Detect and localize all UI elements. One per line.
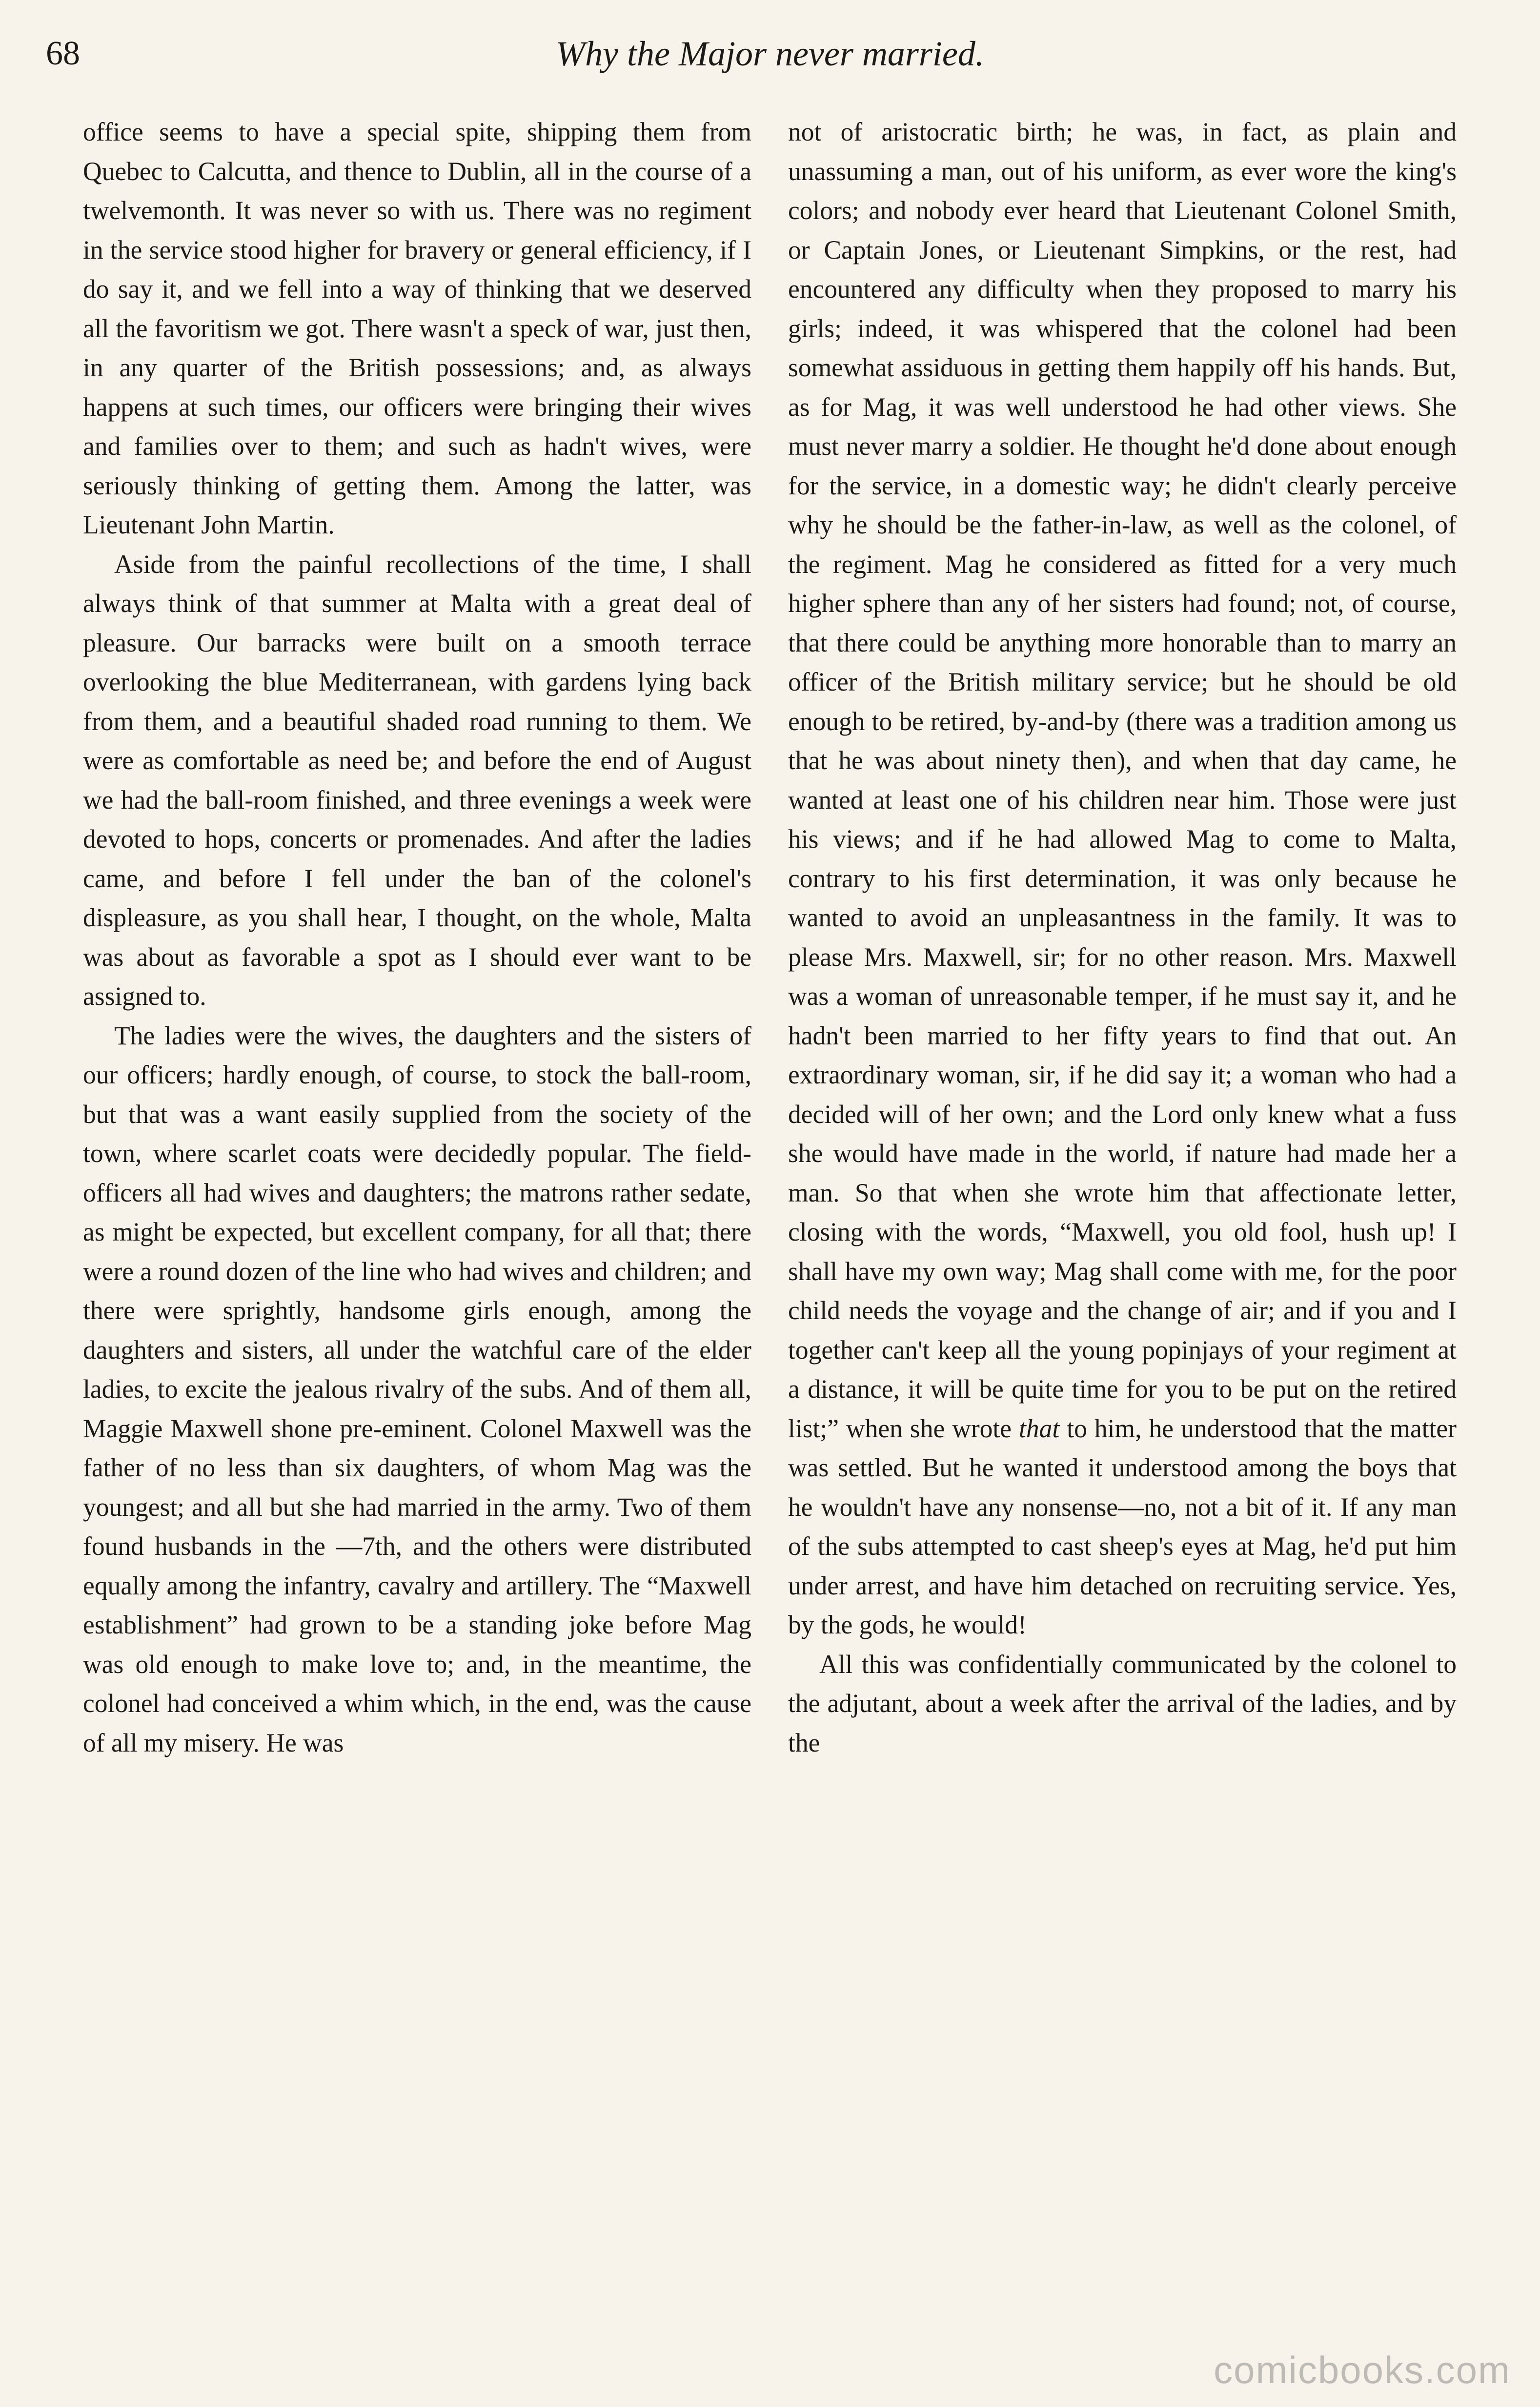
paragraph: office seems to have a special spite, shipping them from Quebec to Calcutta, and thence to Dublin, all in the course of a twelvemonth. It was never so with us. There was no regiment in the service stood higher for bravery or general efficiency, if I do say it, and we fell into a way of thinking that we deserved all the favoritism we got. There wasn't a speck of war, just then, in any quarter of the British possessions; and, as always happens at such times, our officers were bringing their wives and families over to them; and such as hadn't wives, were seriously thinking of getting them. Among the latter, was Lieutenant John Martin. bbox=[83, 117, 751, 539]
paragraph: The ladies were the wives, the daughters and the sisters of our officers; hardly enough, of course, to stock the ball-room, but that was a want easily supplied from the society of the town, where scarlet coats were decidedly popular. The field-officers all had wives and daughters; the matrons rather sedate, as might be expected, but excellent company, for all that; there were a round dozen of the line who had wives and children; and there were sprightly, handsome girls enough, among the daughters and sisters, all under the watchful care of the elder ladies, to excite the jealous rivalry of the subs. And of them all, Maggie Maxwell shone pre-eminent. Colonel Maxwell was the father of no less than six daughters, of whom Mag was the youngest; and all but she had married in the army. Two of them found husbands in the —7th, and the others were distributed equally among the infantry, cavalry and artillery. The “Maxwell establishment” had grown to be a standing joke before Mag was old enough to make love to; and, in the meantime, the colonel had conceived a whim which, in the end, was the cause of all my misery. He was bbox=[83, 1020, 751, 1757]
text-run: not of aristocratic birth; he was, in fact, as plain and unassuming a man, out of his uniform, as ever wore the king's colors; and nobody ever heard that Lieutenant Colonel Smith, or Captain Jones, or Lieutenant Simpkins, or the rest, had encountered any difficulty when they proposed to marry his girls; indeed, it was whispered that the colonel had been somewhat assiduous in getting them happily off his hands. But, as for Mag, it was well understood he had other views. She must never marry a soldier. He thought he'd done about enough for the service, in a domestic way; he didn't clearly perceive why he should be the father-in-law, as well as the colonel, of the regiment. Mag he considered as fitted for a very much higher sphere than any of her sisters had found; not, of course, that there could be anything more honorable than to marry an officer of the British military service; but he should be old enough to be retired, by-and-by (there was a tradition among us that he was about ninety then), and when that day came, he wanted at least one of his children near him. Those were just his views; and if he had allowed Mag to come to Malta, contrary to his first determination, it was only because he wanted to avoid an unpleasantness in the family. It was to please Mrs. Maxwell, sir; for no other reason. Mrs. Maxwell was a woman of unreasonable temper, if he must say it, and he hadn't been married to her fifty years to find that out. An extraordinary woman, sir, if he did say it; a woman who had a decided will of her own; and the Lord only knew what a fuss she would have made in the world, if nature had made her a man. So that when she wrote him that affectionate letter, closing with the words, “Maxwell, you old fool, hush up! I shall have my own way; Mag shall come with me, for the poor child needs the voyage and the change of air; and if you and I together can't keep all the young popinjays of your regiment at a distance, it will be quite time for you to be put on the retired list;” when she wrote bbox=[788, 117, 1457, 1443]
text-run: to him, he understood that the matter was settled. But he wanted it understood among the boys that he wouldn't have any nonsense—no, not a bit of it. If any man of the subs attempted to cast sheep's eyes at Mag, he'd put him under arrest, and have him detached on recruiting service. Yes, by the gods, he would! bbox=[788, 1413, 1457, 1639]
left-column bbox=[83, 112, 751, 1762]
italic-word: that bbox=[1019, 1413, 1060, 1443]
page-header bbox=[0, 29, 1540, 88]
paragraph: All this was confidentially communicated by the colonel to the adjutant, about a week after the arrival of the ladies, and by the bbox=[788, 1649, 1457, 1757]
watermark: comicbooks.com bbox=[1214, 2348, 1511, 2391]
running-title: Why the Major never married. bbox=[556, 34, 984, 73]
right-column bbox=[788, 112, 1457, 1762]
page-number: 68 bbox=[46, 35, 80, 72]
paragraph: Aside from the painful recollections of the time, I shall always think of that summer at Malta with a great deal of pleasure. Our barracks were built on a smooth terrace overlooking the blue Mediterranean, with gardens lying back from them, and a beautiful shaded road running to them. We were as comfortable as need be; and before the end of August we had the ball-room finished, and three evenings a week were devoted to hops, concerts or promenades. And after the ladies came, and before I fell under the ban of the colonel's displeasure, as you shall hear, I thought, on the whole, Malta was about as favorable a spot as I should ever want to be assigned to. bbox=[83, 549, 751, 1011]
paragraph bbox=[788, 112, 1457, 1645]
